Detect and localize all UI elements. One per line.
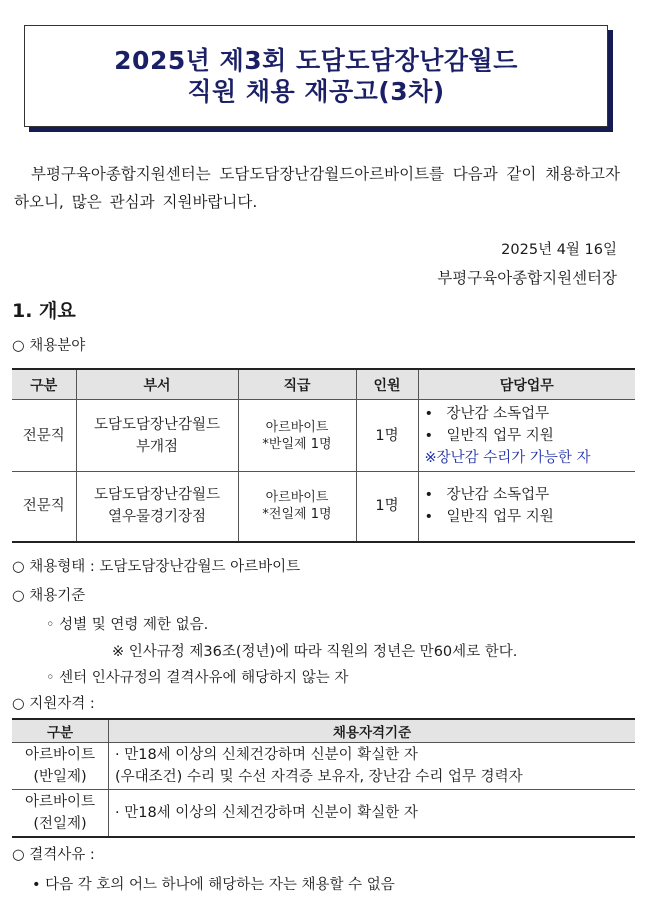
bullet-icon: •: [424, 487, 434, 504]
cell-type: 전문직: [12, 472, 76, 542]
bullet-icon: •: [424, 405, 434, 422]
organization-name: 부평구육아종합지원센터장: [437, 269, 617, 287]
intro-paragraph: 부평구육아종합지원센터는 도담도담장난감월드아르바이트를 다음과 같이 채용하고자 하오니, 많은 관심과 지원바랍니다.: [14, 165, 620, 211]
dept-line-2: 부개점: [135, 438, 179, 455]
header-dept: 부서: [76, 369, 238, 400]
disqualification-item: • 다음 각 호의 어느 하나에 해당하는 자는 채용할 수 없음: [32, 877, 395, 893]
cell-rank: [238, 472, 356, 542]
recruit-table-header: [12, 369, 635, 400]
cell-type: 아르바이트 (전일제): [12, 790, 109, 838]
recruit-table: [12, 368, 635, 543]
cell-type: 전문직: [12, 400, 76, 472]
header-count: 인원: [356, 369, 418, 400]
dept-line-2: 열우물경기장점: [107, 509, 207, 526]
criteria-item: ◦ 성별 및 연령 제한 없음.: [46, 617, 209, 633]
dept-line-1: 도담도담장난감월드: [93, 416, 221, 433]
cell-type: 아르바이트 (반일제): [12, 743, 109, 790]
duty-item: • 일반직 업무 지원: [425, 425, 630, 447]
duty-item: • 장난감 소독업무: [425, 484, 630, 506]
qualification-table: [12, 718, 635, 838]
dept-line-1: 도담도담장난감월드: [93, 487, 221, 504]
title-box: [24, 25, 608, 127]
cell-duties: [418, 472, 635, 542]
employment-type: ○ 채용형태 : 도담도담장난감월드 아르바이트: [12, 559, 301, 575]
rank-line-2: *전일제 1명: [262, 507, 332, 523]
header-type: 구분: [12, 369, 76, 400]
section-heading-overview: 1. 개요: [12, 300, 76, 322]
criteria-note: ※ 인사규정 제36조(정년)에 따라 직원의 정년은 만60세로 한다.: [112, 644, 518, 660]
cell-count: 1명: [356, 400, 418, 472]
title-line-1: 2025년 제3회 도담도담장난감월드: [114, 46, 518, 75]
recruit-field-label: ○ 채용분야: [12, 338, 86, 354]
qualification-table-header: [12, 719, 635, 743]
cell-count: 1명: [356, 472, 418, 542]
rank-line-1: 아르바이트: [265, 419, 329, 435]
header-rank: 직급: [238, 369, 356, 400]
table-row: [12, 472, 635, 542]
criteria-heading: ○ 채용기준: [12, 588, 86, 604]
duty-note: ※장난감 수리가 가능한 자: [424, 449, 591, 466]
duty-item: • 일반직 업무 지원: [425, 506, 630, 528]
cell-criteria: · 만18세 이상의 신체건강하며 신분이 확실한 자: [109, 790, 636, 838]
table-row: [12, 400, 635, 472]
disqualification-heading: ○ 결격사유 :: [12, 847, 95, 863]
table-row: [12, 790, 635, 838]
cell-rank: [238, 400, 356, 472]
criteria-item: ◦ 센터 인사규정의 결격사유에 해당하지 않는 자: [46, 670, 349, 686]
cell-dept: [76, 472, 238, 542]
header-duties: 담당업무: [418, 369, 635, 400]
header-criteria: 채용자격기준: [109, 719, 636, 743]
duty-item: • 장난감 소독업무: [425, 403, 630, 425]
table-row: [12, 743, 635, 790]
cell-duties: [418, 400, 635, 472]
rank-line-1: 아르바이트: [265, 490, 329, 506]
rank-line-2: *반일제 1명: [262, 436, 332, 452]
cell-criteria: · 만18세 이상의 신체건강하며 신분이 확실한 자 (우대조건) 수리 및 수선 자격증 보유자, 장난감 수리 업무 경력자: [109, 743, 636, 790]
bullet-icon: •: [424, 427, 434, 444]
title-line-2: 직원 채용 재공고(3차): [187, 77, 445, 106]
header-type: 구분: [12, 719, 109, 743]
bullet-icon: •: [424, 509, 434, 526]
cell-dept: [76, 400, 238, 472]
qualification-heading: ○ 지원자격 :: [12, 696, 95, 712]
announcement-date: 2025년 4월 16일: [501, 242, 617, 258]
